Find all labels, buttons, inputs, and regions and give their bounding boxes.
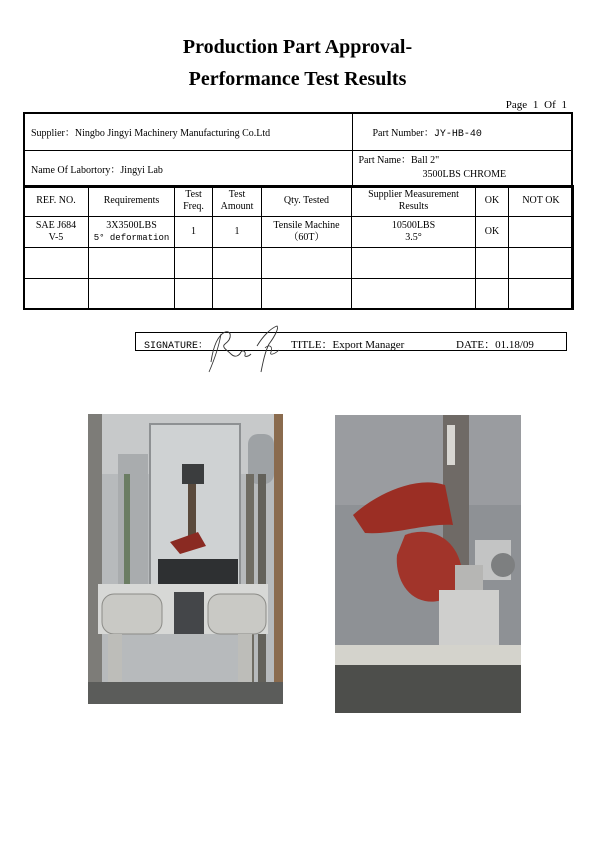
empty-cell bbox=[89, 248, 175, 279]
laboratory-cell bbox=[24, 150, 352, 187]
cell-req-l1: 3X3500LBS bbox=[106, 220, 157, 231]
col-ref-no: REF. NO. bbox=[24, 186, 89, 217]
col-not-ok: NOT OK bbox=[509, 186, 574, 217]
empty-cell bbox=[175, 248, 213, 279]
empty-cell bbox=[175, 279, 213, 310]
results-header-row bbox=[24, 186, 574, 217]
cell-result-l2: 3.5° bbox=[405, 232, 422, 243]
signature-label: SIGNATURE： bbox=[144, 341, 209, 352]
cell-not-ok bbox=[509, 217, 574, 248]
cell-result-l1: 10500LBS bbox=[391, 220, 436, 231]
empty-cell bbox=[352, 279, 476, 310]
results-table bbox=[23, 185, 574, 310]
col-qty-tested: Qty. Tested bbox=[262, 186, 352, 217]
cell-ref-l2: V-5 bbox=[48, 232, 64, 243]
part-name-line1: Part Name：Ball 2" bbox=[358, 155, 440, 167]
table-row-empty bbox=[24, 248, 574, 279]
supplier-cell bbox=[24, 113, 352, 150]
empty-cell bbox=[509, 279, 574, 310]
empty-cell bbox=[89, 279, 175, 310]
signer-title: TITLE：Export Manager bbox=[291, 339, 405, 351]
empty-cell bbox=[213, 279, 262, 310]
part-number-label: Part Number： bbox=[372, 127, 434, 139]
empty-cell bbox=[509, 248, 574, 279]
page-number: Page 1 Of 1 bbox=[505, 99, 567, 111]
table-row bbox=[24, 217, 574, 248]
empty-cell bbox=[24, 248, 89, 279]
empty-cell bbox=[476, 248, 509, 279]
supplier-text: Supplier：Ningbo Jingyi Machinery Manufacturing Co.Ltd bbox=[31, 128, 271, 140]
empty-cell bbox=[262, 279, 352, 310]
empty-cell bbox=[476, 279, 509, 310]
col-test-amount-l1: Test bbox=[228, 189, 246, 200]
laboratory-text: Name Of Labortory：Jingyi Lab bbox=[31, 164, 163, 176]
cell-amount: 1 bbox=[213, 217, 262, 248]
cell-ref-l1: SAE J684 bbox=[35, 220, 77, 231]
cell-result bbox=[352, 217, 476, 248]
cell-qty-l1: Tensile Machine bbox=[273, 220, 340, 231]
document-title-line1: Production Part Approval- bbox=[182, 36, 413, 58]
sign-date: DATE：01.18/09 bbox=[456, 339, 534, 351]
hitch-ball-test-photo bbox=[335, 415, 521, 713]
col-test-freq-l1: Test bbox=[185, 189, 202, 200]
col-test-amount-l2: Amount bbox=[220, 201, 254, 212]
empty-cell bbox=[352, 248, 476, 279]
cell-req-l2: 5° deformation bbox=[93, 233, 170, 243]
cell-ok: OK bbox=[476, 217, 509, 248]
col-ok: OK bbox=[476, 186, 509, 217]
handwritten-signature bbox=[205, 322, 287, 374]
cell-freq: 1 bbox=[175, 217, 213, 248]
part-number-cell bbox=[352, 113, 572, 150]
cell-qty bbox=[262, 217, 352, 248]
cell-qty-l2: （60T） bbox=[288, 232, 325, 243]
col-requirements: Requirements bbox=[89, 186, 175, 217]
part-name-cell bbox=[352, 150, 572, 187]
col-test-amount bbox=[213, 186, 262, 217]
col-supplier-results bbox=[352, 186, 476, 217]
col-test-freq-l2: Freq. bbox=[183, 201, 204, 212]
document-title-line2: Performance Test Results bbox=[188, 68, 407, 90]
col-supplier-l2: Results bbox=[398, 201, 429, 212]
empty-cell bbox=[262, 248, 352, 279]
col-supplier-l1: Supplier Measurement bbox=[368, 189, 459, 200]
signature-bar bbox=[135, 332, 567, 351]
cell-ref bbox=[24, 217, 89, 248]
cell-requirements bbox=[89, 217, 175, 248]
part-number-value: JY-HB-40 bbox=[433, 128, 482, 140]
tensile-machine-photo bbox=[88, 414, 283, 704]
empty-cell bbox=[24, 279, 89, 310]
table-row-empty bbox=[24, 279, 574, 310]
col-test-freq bbox=[175, 186, 213, 217]
part-name-line2: 3500LBS CHROME bbox=[422, 169, 507, 181]
empty-cell bbox=[213, 248, 262, 279]
header-table bbox=[23, 112, 573, 188]
